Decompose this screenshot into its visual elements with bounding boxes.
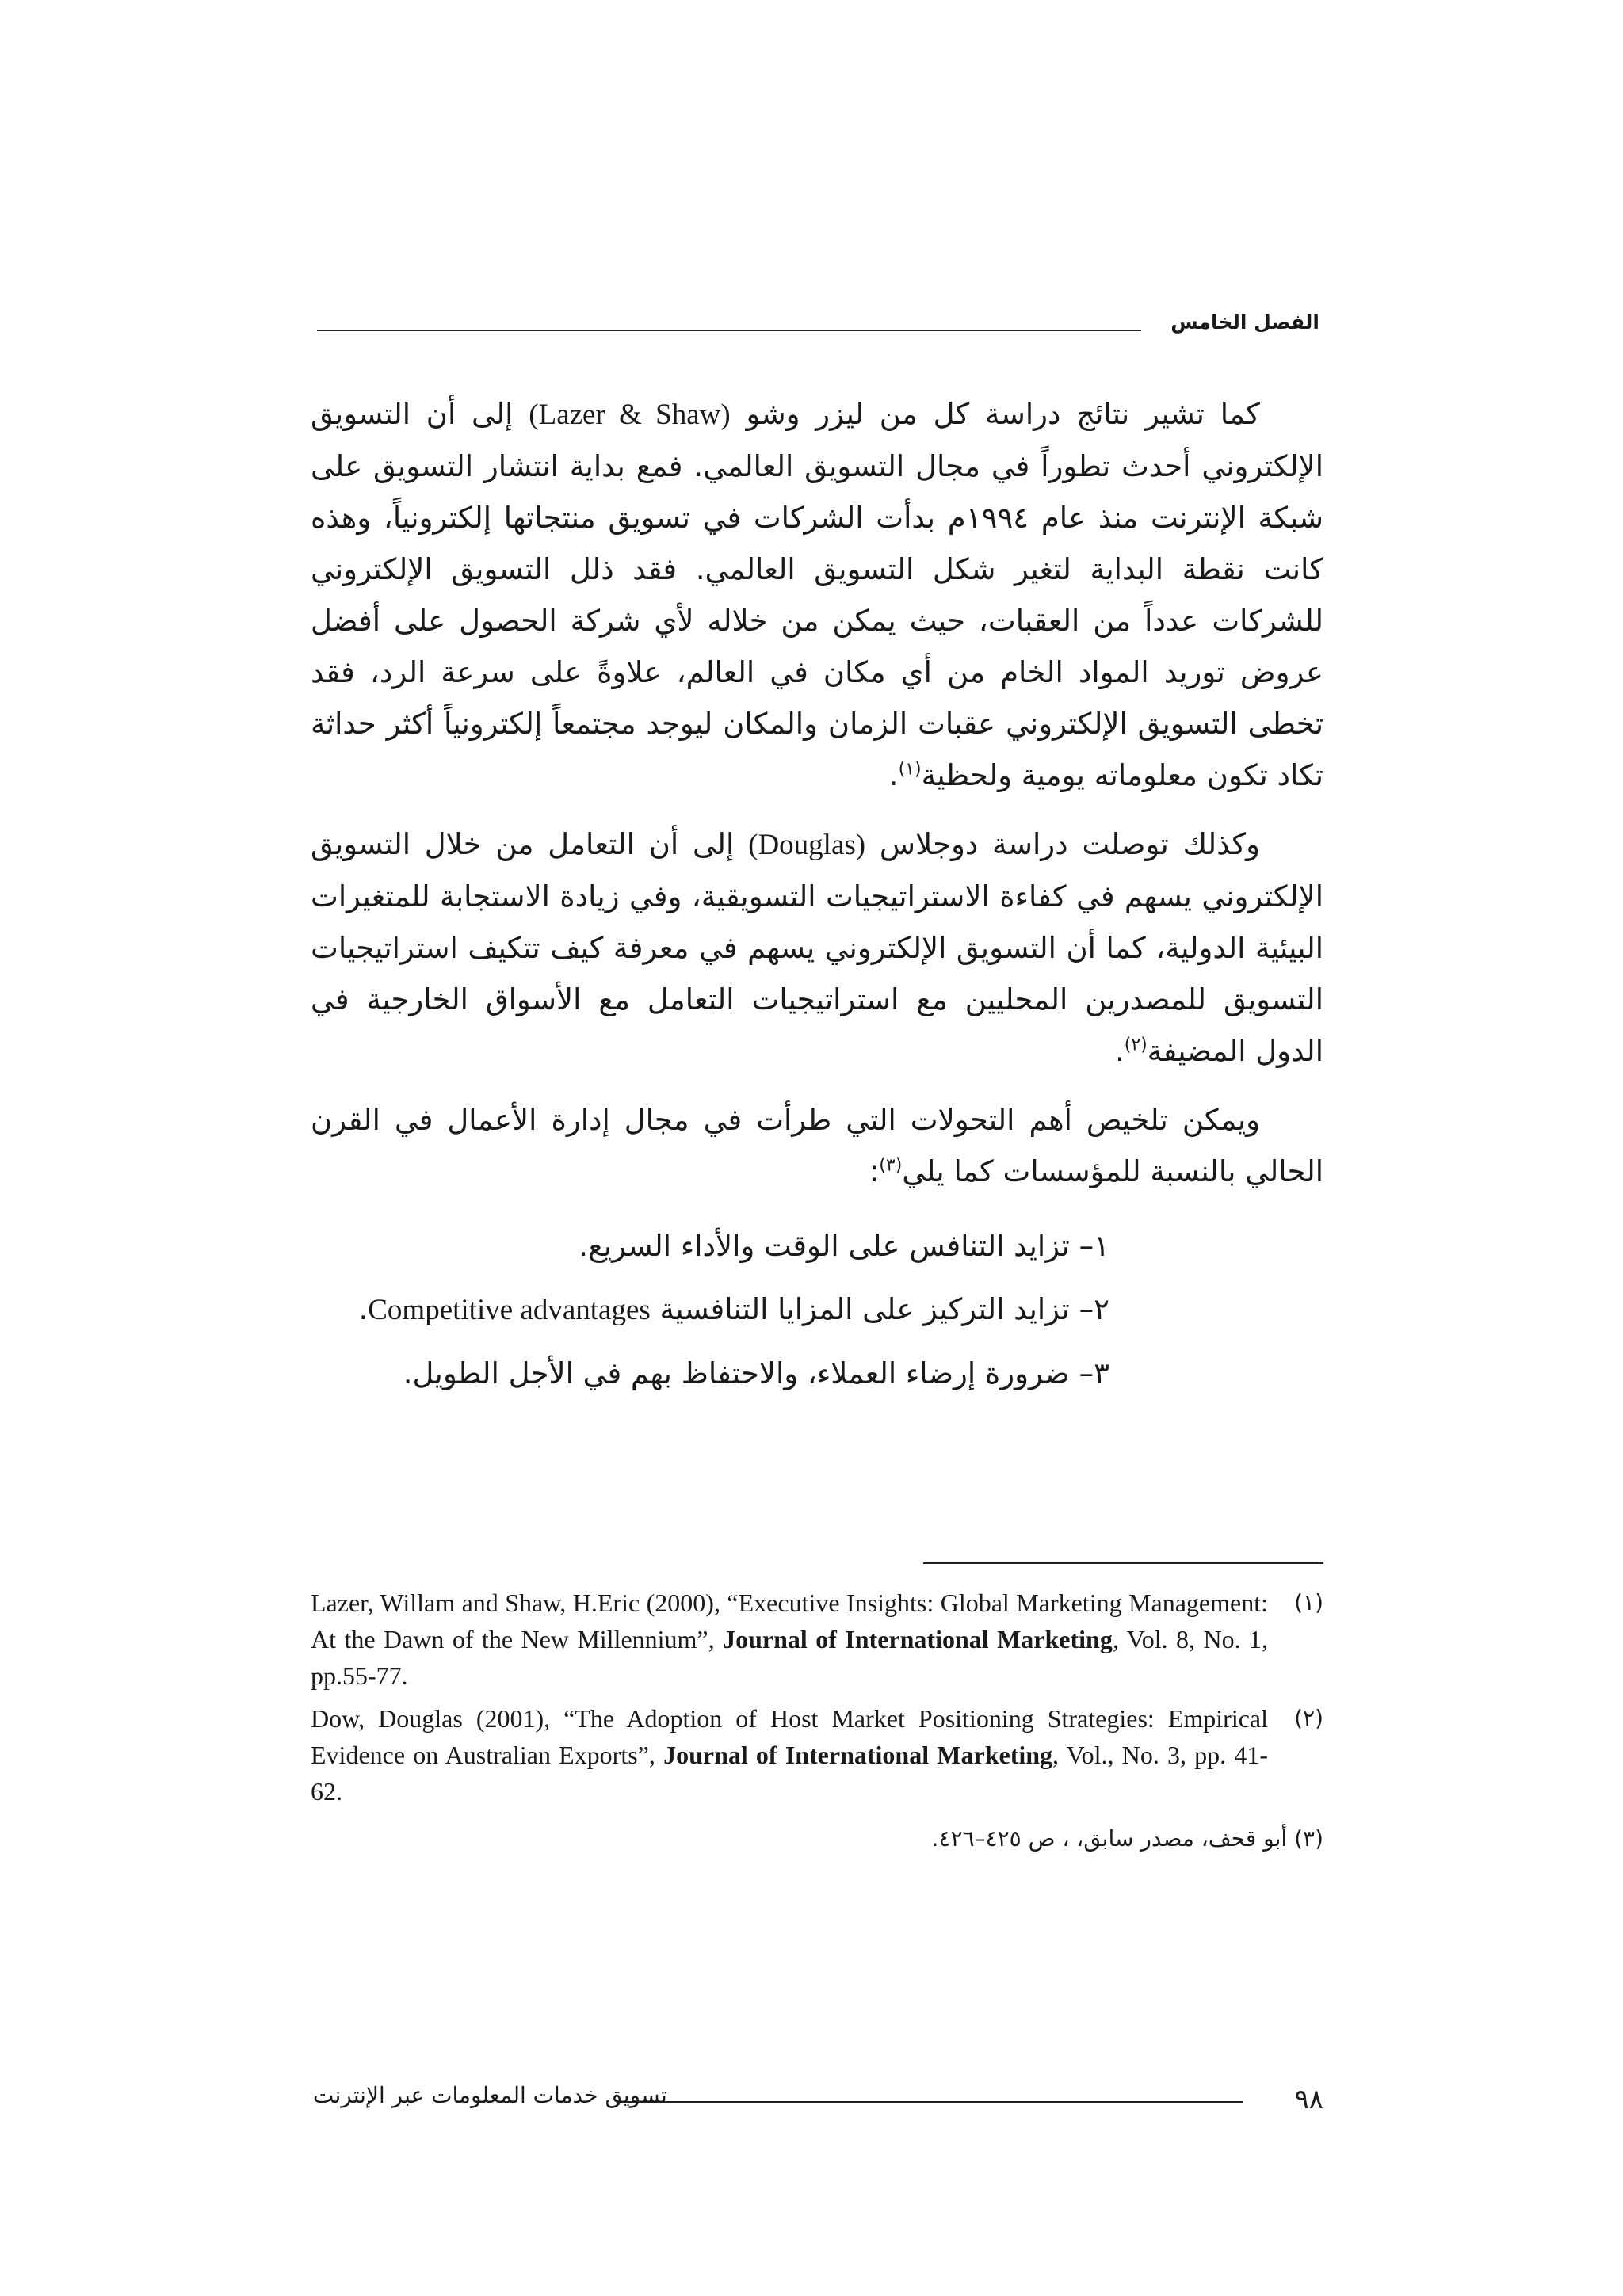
footnote-1-post: , Vol. 8, No. 1, pp.55-77. [311, 1625, 1269, 1690]
chapter-header-title: الفصل الخامس [1170, 311, 1319, 334]
page-number: ٩٨ [1294, 2084, 1323, 2115]
paragraph-2-latin-term: (Douglas) [748, 829, 866, 861]
paragraph-2-end: . [1114, 1034, 1125, 1068]
footnote-2-journal: Journal of International Marketing [663, 1741, 1053, 1769]
paragraph-1 [311, 388, 1323, 801]
footnote-2-post: , Vol., No. 3, pp. 41-62. [311, 1741, 1269, 1806]
footnote-1-pre: Lazer, Willam and Shaw, H.Eric (2000), “Executive Insights: Global Marketing Management: At the Dawn of the New Millennium”, [311, 1589, 1268, 1653]
paragraph-1-end: . [888, 758, 899, 792]
paragraph-1-latin-term: (Lazer & Shaw) [529, 399, 731, 431]
paragraph-2-text-a: وكذلك توصلت دراسة دوجلاس [865, 827, 1260, 861]
paragraph-3-text-a: ويمكن تلخيص أهم التحولات التي طرأت في مجال إدارة الأعمال في القرن الحالي بالنسبة للمؤسسات كما يلي [311, 1103, 1323, 1188]
paragraph-2-text-b: إلى أن التعامل من خلال التسويق الإلكتروني يسهم في كفاءة الاستراتيجيات التسويقية، وفي زيادة الاستجابة للمتغيرات البيئية الدولية، كما أن التسويق الإلكتروني يسهم في معرفة كيف تتكيف استراتيجيات التسويق للمصدرين المحليين مع استراتيجيات التعامل مع الأسواق الخارجية في الدول المضيفة [311, 827, 1323, 1068]
list-item-1 [311, 1215, 1323, 1278]
footnote-ref-3[interactable]: (٣) [879, 1155, 903, 1176]
footnote-1 [311, 1585, 1323, 1694]
header-rule [317, 330, 1141, 331]
paragraph-1-text-a: كما تشير نتائج دراسة كل من ليزر وشو [730, 397, 1260, 431]
footer-rule [617, 2101, 1243, 2103]
footnote-separator [923, 1562, 1323, 1564]
footnote-ref-1[interactable]: (١) [898, 759, 922, 780]
main-text [311, 388, 1323, 1405]
footer-book-title: تسويق خدمات المعلومات عبر الإنترنت [313, 2082, 667, 2108]
paragraph-2 [311, 818, 1323, 1077]
list-item-3-text: ٣– ضرورة إرضاء العملاء، والاحتفاظ بهم في الأجل الطويل. [403, 1356, 1109, 1390]
paragraph-3-end: : [869, 1154, 880, 1188]
footnote-1-number: (١) [1294, 1589, 1323, 1615]
paragraph-3 [311, 1094, 1323, 1197]
list-item-2-latin-term: Competitive advantages [368, 1294, 651, 1326]
footnote-2-number: (٢) [1294, 1705, 1323, 1731]
list-item-3 [311, 1342, 1323, 1405]
footnote-3: (٣) أبو قحف، مصدر سابق، ، ص ٤٢٥–٤٢٦. [931, 1825, 1323, 1852]
list-item-1-text: ١– تزايد التنافس على الوقت والأداء السريع. [579, 1229, 1109, 1263]
footnote-2 [311, 1700, 1323, 1810]
footnote-ref-2[interactable]: (٢) [1124, 1035, 1148, 1055]
footnotes [311, 1585, 1323, 1857]
list-item-2-end: . [358, 1292, 369, 1326]
footnote-1-journal: Journal of International Marketing [723, 1625, 1113, 1653]
list-item-2-text: ٢– تزايد التركيز على المزايا التنافسية [650, 1292, 1109, 1326]
list-item-2 [311, 1278, 1323, 1342]
paragraph-1-text-b: إلى أن التسويق الإلكتروني أحدث تطوراً في مجال التسويق العالمي. فمع بداية انتشار التسويق على شبكة الإنترنت منذ عام ١٩٩٤م بدأت الشركات في تسويق منتجاتها إلكترونياً، وهذه كانت نقطة البداية لتغير شكل التسويق العالمي. فقد ذلل التسويق الإلكتروني للشركات عدداً من العقبات، حيث يمكن من خلاله لأي شركة الحصول على أفضل عروض توريد المواد الخام من أي مكان في العالم، علاوةً على سرعة الرد، فقد تخطى التسويق الإلكتروني عقبات الزمان والمكان ليوجد مجتمعاً إلكترونياً أكثر حداثة تكاد تكون معلوماته يومية ولحظية [311, 397, 1323, 792]
footnote-2-pre: Dow, Douglas (2001), “The Adoption of Host Market Positioning Strategies: Empirical Evidence on Australian Exports”, [311, 1704, 1268, 1769]
